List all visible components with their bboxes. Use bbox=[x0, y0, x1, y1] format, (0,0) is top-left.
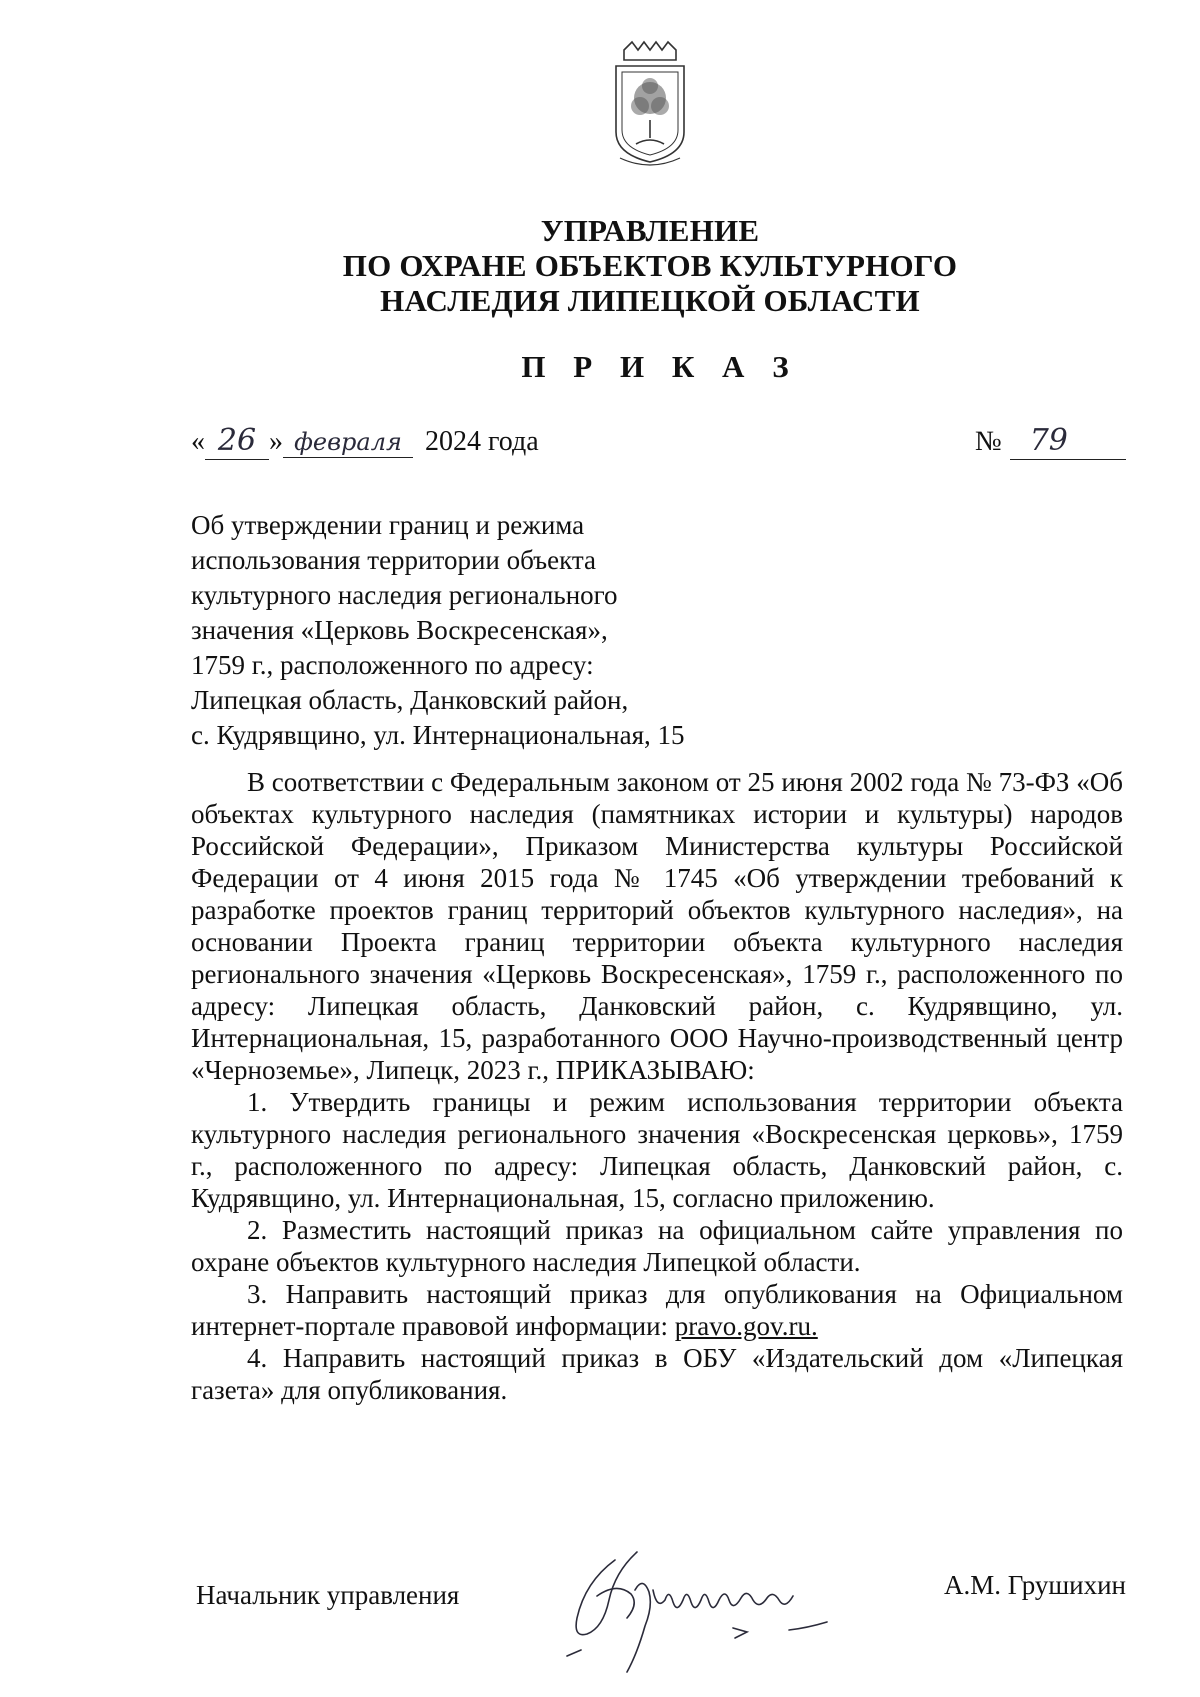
number-underline bbox=[1010, 459, 1126, 460]
subject-line: Об утверждении границ и режима bbox=[191, 510, 585, 540]
order-item-2: 2. Разместить настоящий приказ на официальном сайте управления по охране объектов культурного наследия Липецкой области. bbox=[191, 1215, 1123, 1277]
document-type-title: П Р И К А З bbox=[521, 349, 799, 384]
date-day-handwritten bbox=[205, 423, 269, 458]
subject-line: с. Кудрявщино, ул. Интернациональная, 15 bbox=[191, 720, 685, 750]
order-item-4: 4. Направить настоящий приказ в ОБУ «Издательский дом «Липецкая газета» для опубликования. bbox=[191, 1343, 1123, 1405]
order-item-1: 1. Утвердить границы и режим использования территории объекта культурного наследия регионального значения «Воскресенская церковь», 1759 г., расположенного по адресу: Липецкая область, Данковский район, с. Кудрявщино, ул. Интернациональная, 15, согласно приложению. bbox=[191, 1087, 1123, 1213]
subject-line: 1759 г., расположенного по адресу: bbox=[191, 650, 594, 680]
organization-name bbox=[300, 213, 1000, 318]
org-line-3: НАСЛЕДИЯ ЛИПЕЦКОЙ ОБЛАСТИ bbox=[380, 283, 920, 318]
org-line-1: УПРАВЛЕНИЕ bbox=[540, 213, 760, 248]
order-subject bbox=[191, 508, 751, 753]
document-number bbox=[975, 423, 1126, 458]
date-day-underline bbox=[205, 459, 269, 460]
subject-line: использования территории объекта bbox=[191, 545, 596, 575]
signer-name: А.М. Грушихин bbox=[944, 1570, 1126, 1600]
order-item-3-text: 3. Направить настоящий приказ для опубликования на Официальном интернет-портале правовой информации: bbox=[191, 1279, 1123, 1341]
date-close-quote: » bbox=[269, 426, 283, 457]
order-body bbox=[191, 766, 1123, 1406]
handwritten-signature bbox=[557, 1530, 857, 1675]
org-line-2: ПО ОХРАНЕ ОБЪЕКТОВ КУЛЬТУРНОГО bbox=[342, 248, 958, 283]
date-line bbox=[191, 423, 539, 471]
date-year: 2024 года bbox=[425, 426, 539, 457]
number-value: 79 bbox=[1029, 423, 1068, 458]
subject-line: культурного наследия регионального bbox=[191, 580, 618, 610]
preamble-paragraph: В соответствии с Федеральным законом от 25 июня 2002 года № 73-ФЗ «Об объектах культурного наследия (памятниках истории и культуры) народов Российской Федерации», Приказом Министерства культуры Российской Федерации от 4 июня 2015 года № 1745 «Об утверждении требований к разработке проектов границ территорий объектов культурного наследия», на основании Проекта границ территории объекта культурного наследия регионального значения «Церковь Воскресенская», 1759 г., расположенного по адресу: Липецкая область, Данковский район, с. Кудрявщино, ул. Интернациональная, 15, разработанного ООО Научно-производственный центр «Черноземье», Липецк, 2023 г., ПРИКАЗЫВАЮ: bbox=[191, 767, 1123, 1085]
number-handwritten bbox=[1010, 423, 1126, 458]
date-open-quote: « bbox=[191, 426, 205, 457]
subject-line: Липецкая область, Данковский район, bbox=[191, 685, 629, 715]
subject-line: значения «Церковь Воскресенская», bbox=[191, 615, 608, 645]
signer-position: Начальник управления bbox=[196, 1580, 460, 1610]
date-month-handwritten bbox=[283, 428, 413, 456]
pravo-gov-link[interactable]: pravo.gov.ru. bbox=[674, 1311, 818, 1341]
date-month-value: февраля bbox=[294, 428, 402, 456]
date-month-underline bbox=[283, 457, 413, 458]
order-item-3 bbox=[191, 1278, 1123, 1342]
number-label: № bbox=[975, 426, 1002, 457]
date-day-value: 26 bbox=[217, 423, 257, 458]
coat-of-arms-emblem bbox=[606, 40, 694, 174]
